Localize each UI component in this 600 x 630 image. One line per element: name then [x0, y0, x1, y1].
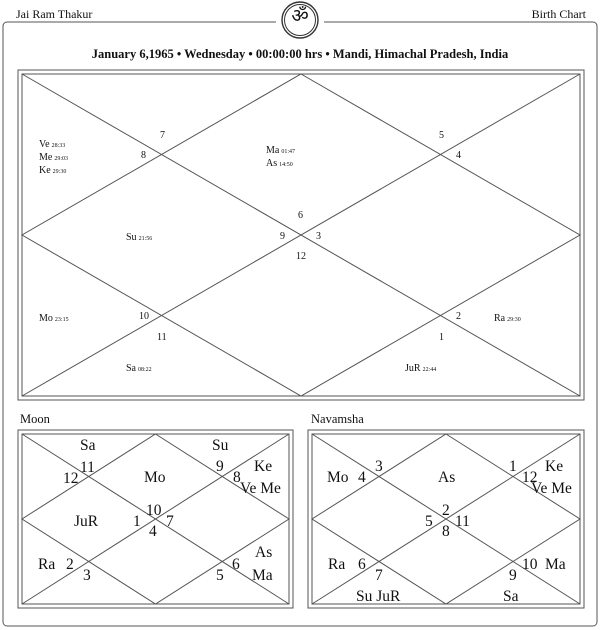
navamsha-chart-item: 3	[375, 458, 383, 475]
navamsha-chart-item: Ma	[545, 556, 566, 573]
planet-ketu: Ke 29:30	[39, 165, 67, 176]
house-number: 6	[298, 210, 303, 221]
moon-chart-item: Ke	[254, 458, 273, 475]
house-number: 7	[160, 130, 165, 141]
moon-chart-item: JuR	[74, 513, 99, 530]
house-number: 8	[141, 150, 146, 161]
navamsha-chart-item: 12	[522, 469, 538, 486]
navamsha-chart-item: As	[438, 469, 456, 486]
om-emblem	[276, 0, 324, 40]
chart-type-title: Birth Chart	[531, 7, 586, 21]
planet-rahu: Ra 29:30	[494, 313, 521, 324]
moon-chart-item: Ra	[38, 556, 56, 573]
navamsha-chart-item: 5	[425, 513, 433, 530]
page-frame	[3, 22, 597, 626]
navamsha-chart-item: Ve Me	[531, 480, 572, 497]
planet-jupiter-retro: JuR 22:44	[405, 363, 437, 374]
moon-chart-item: 7	[166, 513, 174, 530]
navamsha-chart-item: 7	[375, 567, 383, 584]
house-number: 1	[439, 332, 444, 343]
navamsha-chart-item: 8	[442, 523, 450, 540]
house-number: 2	[456, 311, 461, 322]
moon-chart-item: 11	[80, 459, 95, 476]
moon-chart-item: 10	[146, 502, 162, 519]
moon-chart-item: 5	[216, 567, 224, 584]
moon-chart-item: Ma	[252, 567, 273, 584]
moon-chart-item: 3	[83, 567, 91, 584]
navamsha-chart-item: Ra	[328, 556, 346, 573]
house-number: 10	[139, 311, 149, 322]
om-icon: ॐ	[291, 5, 309, 27]
planet-moon: Mo 23:15	[39, 313, 69, 324]
person-name: Jai Ram Thakur	[16, 7, 93, 21]
house-number: 3	[316, 231, 321, 242]
moon-chart-item: 4	[149, 523, 157, 540]
navamsha-chart-item: 6	[358, 556, 366, 573]
moon-chart-item: 9	[216, 458, 224, 475]
planet-mercury: Me 29:03	[39, 152, 69, 163]
navamsha-chart-item: 1	[509, 458, 517, 475]
house-number: 9	[280, 231, 285, 242]
navamsha-chart-item: 9	[509, 567, 517, 584]
moon-chart-item: 8	[233, 469, 241, 486]
navamsha-chart-item: 4	[358, 469, 366, 486]
moon-chart-item: As	[255, 544, 273, 561]
planet-sun: Su 21:56	[126, 232, 153, 243]
planet-venus: Ve 28:33	[39, 139, 66, 150]
planet-ascendant: As 14:50	[266, 158, 293, 169]
moon-chart-item: Mo	[144, 469, 166, 486]
house-number: 11	[157, 332, 167, 343]
navamsha-chart-item: Mo	[327, 469, 349, 486]
navamsha-chart-item: Su JuR	[356, 588, 401, 605]
navamsha-chart-item: Ke	[545, 458, 564, 475]
navamsha-chart-label: Navamsha	[311, 412, 364, 426]
moon-chart-item: Su	[212, 437, 229, 454]
moon-chart-item: Sa	[80, 437, 96, 454]
moon-chart-item: Ve Me	[240, 480, 281, 497]
navamsha-chart-item: Sa	[503, 588, 519, 605]
navamsha-chart-item: 11	[455, 513, 470, 530]
navamsha-chart-item: 10	[522, 556, 538, 573]
planet-mars: Ma 01:47	[266, 145, 296, 156]
moon-chart-item: 6	[232, 556, 240, 573]
birth-details: January 6,1965 • Wednesday • 00:00:00 hrs • Mandi, Himachal Pradesh, India	[91, 47, 509, 61]
moon-chart-item: 1	[133, 513, 141, 530]
moon-chart-label: Moon	[20, 412, 50, 426]
moon-chart-item: 12	[63, 470, 79, 487]
house-number: 12	[296, 251, 306, 262]
house-number: 5	[439, 130, 444, 141]
moon-chart-item: 2	[66, 556, 74, 573]
navamsha-chart-item: 2	[442, 502, 450, 519]
house-number: 4	[456, 150, 461, 161]
planet-saturn: Sa 08:22	[126, 363, 152, 374]
